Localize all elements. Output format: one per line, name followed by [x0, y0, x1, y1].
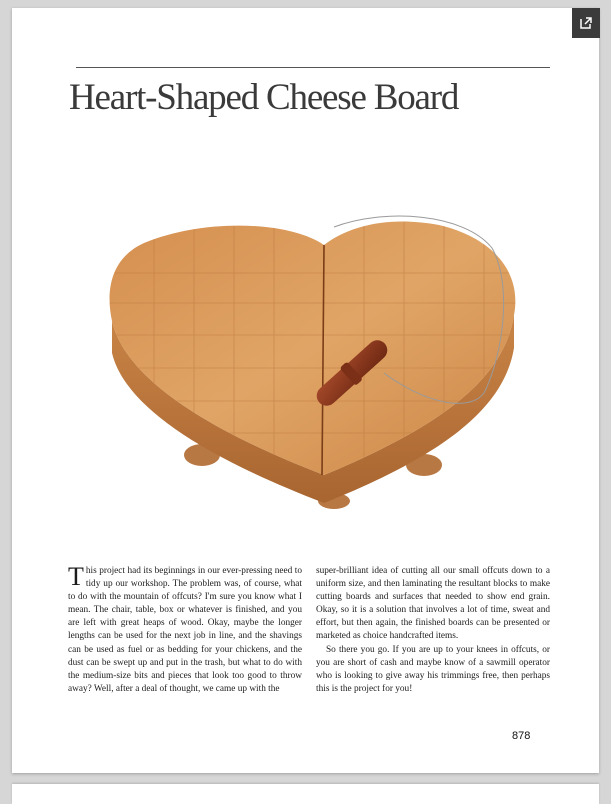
drop-cap: T — [68, 562, 84, 591]
next-page-edge — [12, 784, 599, 804]
page-number: 878 — [512, 730, 531, 742]
intro-paragraph — [68, 562, 302, 696]
title-rule — [76, 67, 550, 68]
paragraph-closing: So there you go. If you are up to your knees in offcuts, or you are short of cash and maybe know of a sawmill operator who is looking to give away his trimmings free, then perhaps this is the project for you! — [316, 644, 550, 694]
cheese-board-photo — [84, 203, 544, 515]
open-in-new-button[interactable] — [572, 8, 600, 38]
document-page — [12, 8, 599, 773]
intro-text: his project had its beginnings in our ever-pressing need to tidy up our workshop. The problem was, of course, what to do with the mountain of offcuts? I'm sure you know what I mean. The chair, table, box or whatever is finished, and you are left with great heaps of wood. Okay, maybe the longer lengths can be used for the next job in line, and the shavings can be used as fuel or as bedding for your chickens, and the dust can be swept up and put in the trash, but what to do with the medium-size bits and pieces that look too good to throw away? Well, after a deal of thought, we came up with the — [68, 566, 302, 694]
body-column-right — [316, 565, 550, 696]
open-in-new-icon — [579, 16, 593, 30]
page-title: Heart-Shaped Cheese Board — [69, 77, 459, 118]
paragraph-continued: super-brilliant idea of cutting all our small offcuts down to a uniform size, and then laminating the resultant blocks to make cutting boards and surfaces that needed to show end grain. Okay, so it is a solution that involves a lot of time, sweat and effort, but then again, the finished boards can be presented or marketed as choice handcrafted items. — [316, 566, 550, 642]
body-column-left — [68, 562, 302, 696]
